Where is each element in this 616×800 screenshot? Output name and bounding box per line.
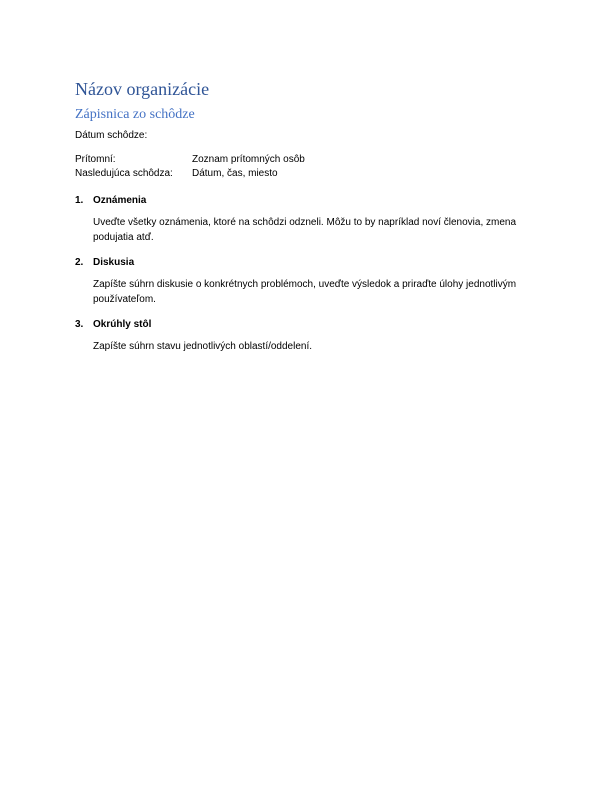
section-body: Zapíšte súhrn diskusie o konkrétnych problémoch, uveďte výsledok a priraďte úlohy jednotlivým používateľom. — [93, 279, 517, 305]
section-discussion — [75, 257, 545, 307]
section-number: 2. — [75, 257, 84, 268]
section-title: Diskusia — [93, 257, 135, 268]
minutes-title: Zápisnica zo schôdze — [75, 107, 195, 122]
attendees-value: Zoznam prítomných osôb — [192, 154, 305, 165]
section-title: Oznámenia — [93, 195, 147, 206]
section-heading — [75, 257, 545, 271]
section-roundtable — [75, 319, 545, 354]
section-heading — [75, 195, 545, 209]
next-meeting-value: Dátum, čas, miesto — [192, 168, 278, 179]
section-number: 3. — [75, 319, 84, 330]
attendees-label: Prítomní: — [75, 154, 116, 165]
section-title: Okrúhly stôl — [93, 319, 152, 330]
section-body: Zapíšte súhrn stavu jednotlivých oblastí/oddelení. — [93, 341, 313, 352]
organization-name: Názov organizácie — [75, 79, 210, 99]
section-heading — [75, 319, 545, 333]
next-meeting-label: Nasledujúca schôdza: — [75, 168, 173, 179]
section-number: 1. — [75, 195, 84, 206]
meeting-date-label: Dátum schôdze: — [75, 130, 148, 141]
section-body: Uveďte všetky oznámenia, ktoré na schôdzi odzneli. Môžu to by napríklad noví členovia, zmena podujatia atď. — [93, 217, 517, 243]
section-announcements — [75, 195, 545, 245]
